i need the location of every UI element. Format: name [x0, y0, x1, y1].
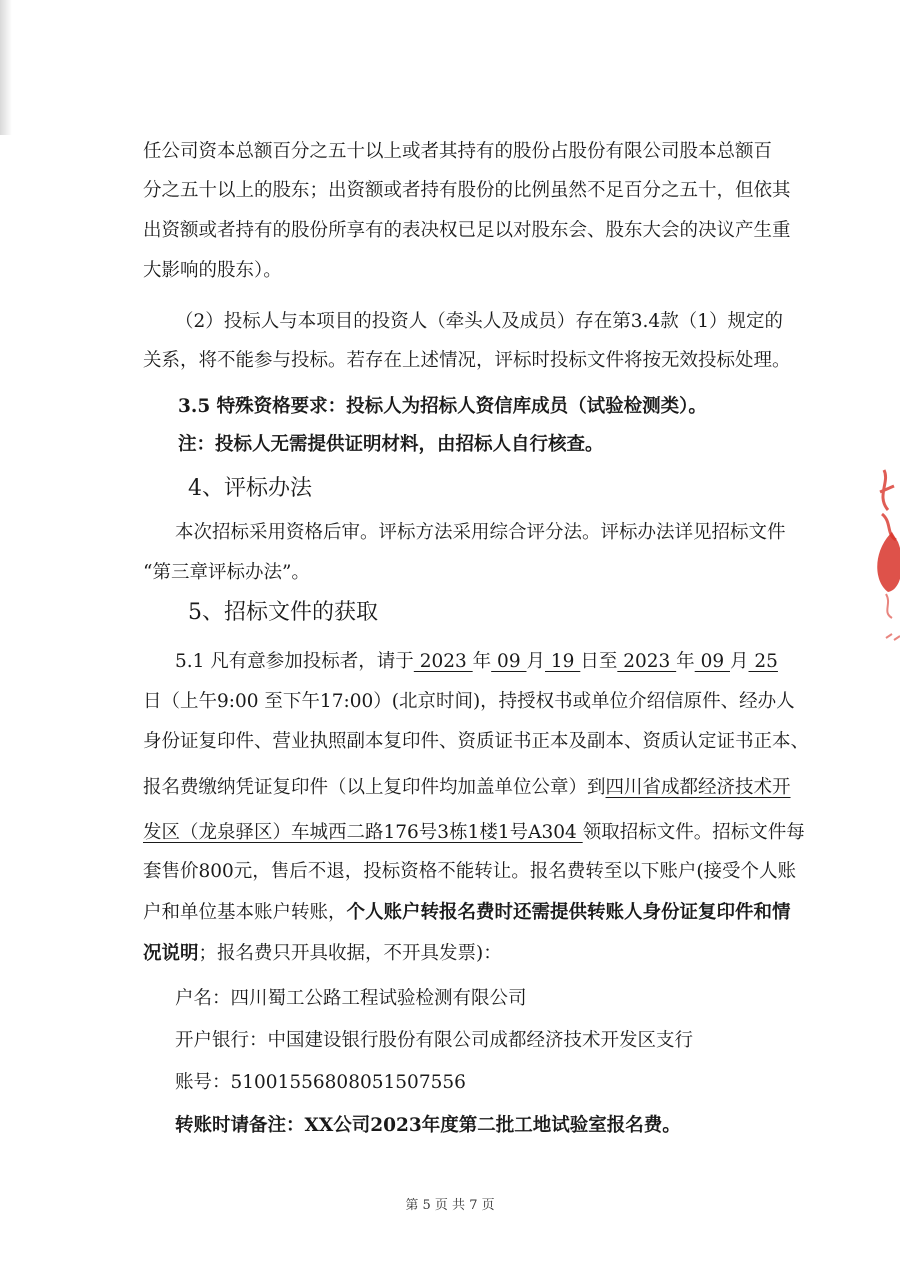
text: 户和单位基本账户转账， — [143, 902, 347, 923]
date-prefix: 5.1 凡有意参加投标者，请于 — [175, 651, 414, 672]
paragraph-line: 关系，将不能参与投标。若存在上述情况，评标时投标文件将按无效投标处理。 — [143, 350, 791, 371]
start-month: 09 — [491, 651, 527, 672]
special-qualification: 3.5 特殊资格要求：投标人为招标人资信库成员（试验检测类）。 — [178, 396, 707, 417]
paragraph-line: 身份证复印件、营业执照副本复印件、资质证书正本及副本、资质认定证书正本、 — [143, 731, 810, 752]
paragraph-line — [143, 775, 791, 801]
red-seal-stamp-fragment — [862, 462, 900, 662]
label-day-to: 日至 — [580, 651, 618, 672]
paragraph-line: 大影响的股东）。 — [143, 260, 282, 281]
scan-edge-shadow — [0, 0, 12, 135]
page-number: 第 5 页 共 7 页 — [405, 1198, 495, 1213]
start-day: 19 — [545, 651, 581, 672]
account-number: 账号：51001556808051507556 — [175, 1072, 466, 1093]
account-name: 户名：四川蜀工公路工程试验检测有限公司 — [175, 988, 527, 1009]
paragraph-line: 出资额或者持有的股份所享有的表决权已足以对股东会、股东大会的决议产生重 — [143, 220, 791, 241]
date-line — [175, 649, 783, 675]
address-part-1: 四川省成都经济技术开 — [605, 777, 791, 798]
label-month: 月 — [730, 651, 749, 672]
paragraph-line — [143, 941, 783, 967]
paragraph-line: “第三章评标办法”。 — [143, 562, 310, 583]
end-year: 2023 — [617, 651, 677, 672]
start-year: 2023 — [413, 651, 473, 672]
end-day: 25 — [748, 651, 778, 672]
section-4-heading: 4、评标办法 — [188, 476, 312, 501]
paragraph-line: 分之五十以上的股东；出资额或者持有股份的比例虽然不足百分之五十，但依其 — [143, 180, 791, 201]
account-bank: 开户银行：中国建设银行股份有限公司成都经济技术开发区支行 — [175, 1030, 694, 1051]
paragraph-line: 套售价800元，售后不退，投标资格不能转让。报名费转至以下账户(接受个人账 — [143, 861, 797, 882]
label-month: 月 — [526, 651, 545, 672]
label-year: 年 — [472, 651, 492, 672]
transfer-remark: 转账时请备注：XX公司2023年度第二批工地试验室报名费。 — [175, 1115, 681, 1136]
paragraph-line: 日（上午9:00 至下午17:00）(北京时间)，持授权书或单位介绍信原件、经办人 — [143, 691, 795, 712]
note-text: 注：投标人无需提供证明材料，由招标人自行核查。 — [178, 434, 604, 455]
text: 领取招标文件。招标文件每 — [582, 822, 805, 843]
label-year: 年 — [676, 651, 695, 672]
end-month: 09 — [694, 651, 730, 672]
bold-requirement: 个人账户转报名费时还需提供转账人身份证复印件和情 — [346, 902, 791, 923]
paragraph-line: 本次招标采用资格后审。评标方法采用综合评分法。评标办法详见招标文件 — [175, 522, 786, 543]
paragraph-line: （2）投标人与本项目的投资人（牵头人及成员）存在第3.4款（1）规定的 — [175, 311, 783, 332]
address-part-2: 发区（龙泉驿区）车城西二路176号3栋1楼1号A304 — [143, 822, 583, 843]
paragraph-line: 任公司资本总额百分之五十以上或者其持有的股份占股份有限公司股本总额百 — [143, 141, 773, 162]
text: ；报名费只开具收据，不开具发票)： — [198, 943, 502, 964]
bold-requirement: 况说明 — [143, 943, 199, 964]
section-5-heading: 5、招标文件的获取 — [188, 600, 378, 625]
paragraph-line — [143, 900, 791, 926]
text: 报名费缴纳凭证复印件（以上复印件均加盖单位公章）到 — [143, 777, 606, 798]
paragraph-line — [143, 820, 805, 846]
